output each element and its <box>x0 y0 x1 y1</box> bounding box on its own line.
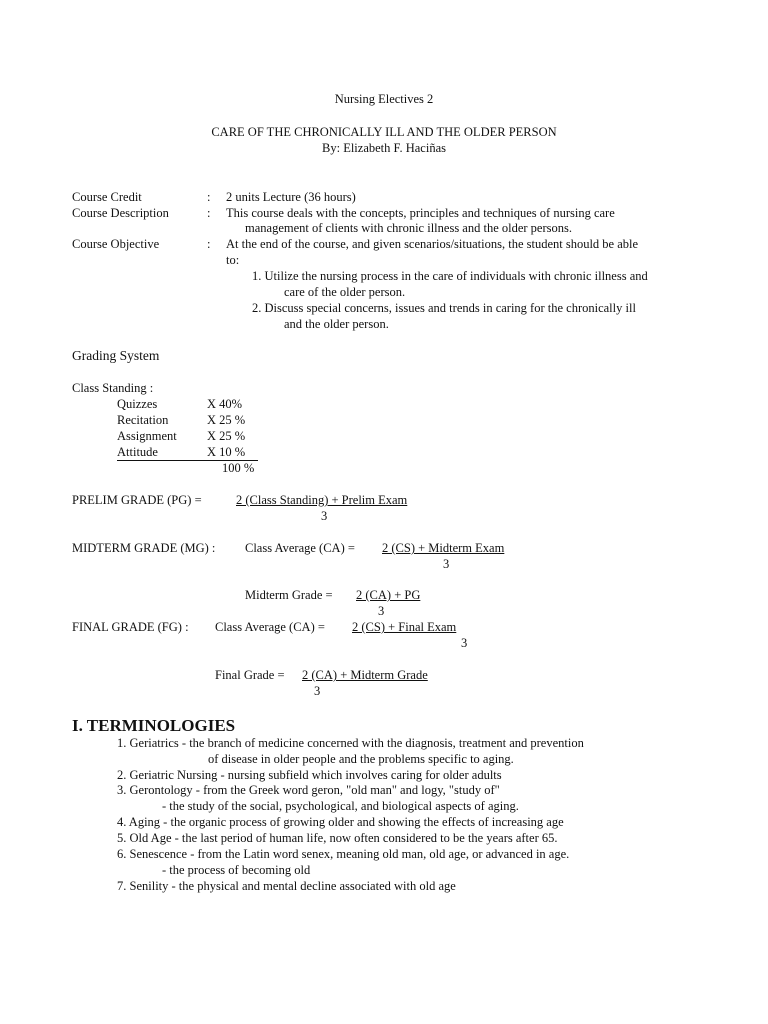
final-grade-numerator: 2 (CA) + Midterm Grade <box>302 668 428 682</box>
term-item: 4. Aging - the organic process of growing older and showing the effects of increasing age <box>117 815 564 829</box>
objective-item-cont: care of the older person. <box>284 285 406 299</box>
objective-item: 1. Utilize the nursing process in the care of individuals with chronic illness and <box>252 269 648 283</box>
course-objective-line: At the end of the course, and given scenarios/situations, the student should be able <box>226 237 639 251</box>
prelim-grade-label: PRELIM GRADE (PG) = <box>72 493 202 507</box>
course-description-line: management of clients with chronic illness and the older persons. <box>245 221 572 235</box>
final-ca-numerator: 2 (CS) + Final Exam <box>352 620 457 634</box>
terminologies-heading: I. TERMINOLOGIES <box>72 716 236 735</box>
midterm-grade-label: MIDTERM GRADE (MG) : <box>72 541 216 555</box>
term-item: 2. Geriatric Nursing - nursing subfield which involves caring for older adults <box>117 768 502 782</box>
course-credit-value: 2 units Lecture (36 hours) <box>226 190 356 204</box>
author-line: By: Elizabeth F. Haciñas <box>322 141 446 155</box>
grade-item-name: Assignment <box>117 429 177 443</box>
final-grade-label: FINAL GRADE (FG) : <box>72 620 189 634</box>
final-ca-denominator: 3 <box>461 636 468 650</box>
prelim-formula-numerator: 2 (Class Standing) + Prelim Exam <box>236 493 408 507</box>
separator: : <box>207 206 211 220</box>
midterm-grade-numerator: 2 (CA) + PG <box>356 588 421 602</box>
course-credit-label: Course Credit <box>72 190 142 204</box>
term-item-cont: of disease in older people and the problems specific to aging. <box>208 752 514 766</box>
term-item: 1. Geriatrics - the branch of medicine concerned with the diagnosis, treatment and prevention <box>117 736 584 750</box>
midterm-grade-formula-label: Midterm Grade = <box>245 588 333 602</box>
final-ca-label: Class Average (CA) = <box>215 620 325 634</box>
document-title: CARE OF THE CHRONICALLY ILL AND THE OLDER PERSON <box>211 125 557 139</box>
prelim-formula-denominator: 3 <box>321 509 328 523</box>
final-grade-formula-label: Final Grade = <box>215 668 285 682</box>
grade-item-name: Quizzes <box>117 397 158 411</box>
midterm-ca-numerator: 2 (CS) + Midterm Exam <box>382 541 505 555</box>
grade-item-weight: X 10 % <box>207 445 246 459</box>
separator: : <box>207 237 211 251</box>
midterm-ca-label: Class Average (CA) = <box>245 541 355 555</box>
grade-item-weight: X 25 % <box>207 429 246 443</box>
grade-item-name: Recitation <box>117 413 169 427</box>
grading-system-heading: Grading System <box>72 348 160 363</box>
course-subject: Nursing Electives 2 <box>334 92 434 106</box>
term-item: 7. Senility - the physical and mental decline associated with old age <box>117 879 456 893</box>
term-item-cont: - the study of the social, psychological, and biological aspects of aging. <box>162 799 519 813</box>
separator: : <box>207 190 211 204</box>
class-standing-label: Class Standing : <box>72 381 154 395</box>
midterm-grade-denominator: 3 <box>378 604 385 618</box>
term-item: 3. Gerontology - from the Greek word geron, "old man" and logy, "study of" <box>117 783 500 797</box>
grade-item-weight: X 25 % <box>207 413 246 427</box>
course-description-line: This course deals with the concepts, principles and techniques of nursing care <box>226 206 615 220</box>
grade-total: 100 % <box>222 461 255 475</box>
midterm-ca-denominator: 3 <box>443 557 450 571</box>
grade-item-weight: X 40% <box>207 397 243 411</box>
grade-item-name: Attitude <box>117 445 158 459</box>
objective-item: 2. Discuss special concerns, issues and trends in caring for the chronically ill <box>252 301 636 315</box>
course-objective-line: to: <box>226 253 240 267</box>
course-objective-label: Course Objective <box>72 237 160 251</box>
term-item-cont: - the process of becoming old <box>162 863 311 877</box>
objective-item-cont: and the older person. <box>284 317 389 331</box>
course-description-label: Course Description <box>72 206 169 220</box>
term-item: 6. Senescence - from the Latin word senex, meaning old man, old age, or advanced in age. <box>117 847 570 861</box>
term-item: 5. Old Age - the last period of human life, now often considered to be the years after 65. <box>117 831 558 845</box>
final-grade-denominator: 3 <box>314 684 321 698</box>
